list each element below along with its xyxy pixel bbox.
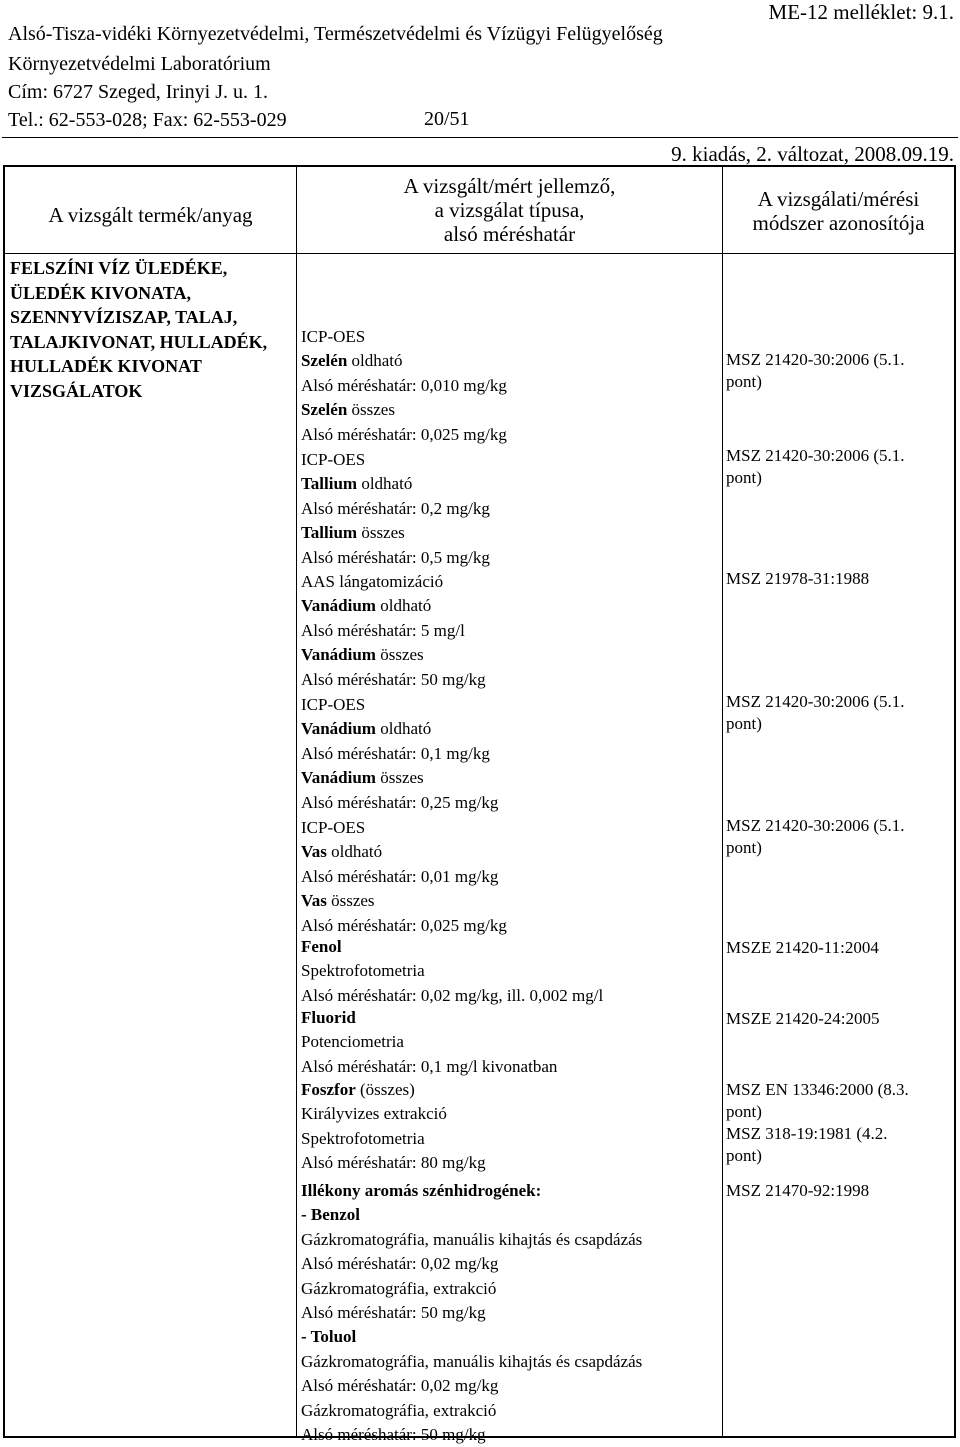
method-line — [301, 1127, 486, 1151]
col-header-product: A vizsgált termék/anyag — [48, 203, 253, 227]
standard-id — [726, 815, 905, 859]
standard-line: MSZ EN 13346:2000 (8.3. — [726, 1080, 909, 1099]
method-text: összes — [375, 768, 424, 788]
method-block — [301, 693, 498, 815]
analyte-name: Vanádium — [301, 596, 376, 616]
method-line — [301, 594, 486, 618]
method-line — [301, 325, 507, 349]
analyte-name: Tallium — [301, 523, 358, 543]
method-line — [301, 1179, 642, 1203]
method-line — [301, 1350, 642, 1374]
method-line — [301, 643, 486, 667]
standard-line: pont) — [726, 714, 762, 733]
method-text: oldható — [375, 719, 432, 739]
method-line — [301, 1374, 642, 1398]
org-name: Alsó-Tisza-vidéki Környezetvédelmi, Természetvédelmi és Vízügyi Felügyelőség — [8, 23, 663, 45]
method-text: oldható — [357, 474, 413, 494]
standard-line: pont) — [726, 1146, 762, 1165]
method-text: Alsó méréshatár: 0,25 mg/kg — [301, 792, 499, 812]
method-text: Gázkromatográfia, manuális kihajtás és csapdázás — [301, 1229, 643, 1249]
analyte-name: - Benzol — [301, 1205, 361, 1225]
method-text: Alsó méréshatár: 0,010 mg/kg — [301, 375, 507, 395]
method-text: (összes) — [355, 1080, 415, 1099]
standard-id — [726, 1008, 879, 1030]
standard-line: pont) — [726, 1102, 762, 1121]
method-line — [301, 1228, 642, 1252]
method-line — [301, 1006, 557, 1030]
method-block — [301, 1078, 486, 1176]
method-line — [301, 766, 498, 790]
method-text: Alsó méréshatár: 0,5 mg/kg — [301, 547, 490, 567]
method-text: összes — [326, 891, 375, 911]
standard-line: MSZ 21420-30:2006 (5.1. — [726, 816, 905, 835]
standard-line: MSZ 21420-30:2006 (5.1. — [726, 350, 905, 369]
analyte-name: Illékony aromás szénhidrogének: — [301, 1181, 542, 1200]
method-line — [301, 1151, 486, 1175]
method-line — [301, 398, 507, 422]
analyte-name: Vanádium — [301, 645, 376, 665]
method-text: Gázkromatográfia, manuális kihajtás és csapdázás — [301, 1351, 643, 1371]
standard-line: MSZ 318-19:1981 (4.2. — [726, 1124, 888, 1143]
analyte-name: Fenol — [301, 937, 342, 956]
method-text: összes — [375, 645, 424, 665]
header-row-divider — [5, 253, 954, 254]
analyte-name: Vanádium — [301, 719, 376, 739]
method-text: Alsó méréshatár: 0,02 mg/kg, ill. 0,002 mg/l — [301, 985, 604, 1005]
method-line — [301, 668, 486, 692]
method-text: összes — [347, 400, 395, 420]
analyte-name: Fluorid — [301, 1008, 356, 1027]
method-line — [301, 984, 603, 1008]
standard-line: pont) — [726, 838, 762, 857]
method-text: Spektrofotometria — [301, 1128, 425, 1148]
method-line — [301, 374, 507, 398]
method-line — [301, 889, 507, 913]
method-line — [301, 935, 603, 959]
standard-line: MSZ 21978-31:1988 — [726, 569, 870, 588]
accreditation-table — [3, 165, 956, 1444]
method-line — [301, 349, 507, 373]
method-line — [301, 1030, 557, 1054]
lab-name: Környezetvédelmi Laboratórium — [8, 53, 271, 75]
method-text: Gázkromatográfia, extrakció — [301, 1278, 497, 1298]
method-line — [301, 742, 498, 766]
method-line — [301, 546, 490, 570]
method-line — [301, 1325, 642, 1349]
method-text: Alsó méréshatár: 50 mg/kg — [301, 669, 486, 689]
method-line — [301, 1252, 642, 1276]
method-text: ICP-OES — [301, 695, 366, 714]
method-text: Gázkromatográfia, extrakció — [301, 1400, 497, 1420]
standard-id — [726, 349, 905, 393]
product-category: FELSZÍNI VÍZ ÜLEDÉKE, ÜLEDÉK KIVONATA, SZENNYVÍZISZAP, TALAJ, TALAJKIVONAT, HULLADÉK, HULLADÉK KIVONAT VIZSGÁLATOK — [10, 258, 268, 401]
method-block — [301, 448, 490, 570]
method-text: Alsó méréshatár: 50 mg/kg — [301, 1302, 486, 1322]
method-text: Potenciometria — [301, 1032, 404, 1052]
method-line — [301, 1301, 642, 1325]
method-text: Alsó méréshatár: 80 mg/kg — [301, 1153, 486, 1173]
analyte-name: Tallium — [301, 474, 358, 494]
analyte-name: Szelén — [301, 351, 348, 371]
analyte-name: Foszfor — [301, 1080, 356, 1099]
address: Cím: 6727 Szeged, Irinyi J. u. 1. — [8, 81, 268, 103]
method-line — [301, 816, 507, 840]
method-text: Alsó méréshatár: 0,02 mg/kg — [301, 1376, 499, 1396]
method-line — [301, 693, 498, 717]
method-line — [301, 791, 498, 815]
method-text: Alsó méréshatár: 0,1 mg/kg — [301, 743, 490, 763]
analyte-name: Vas — [301, 891, 327, 911]
method-block — [301, 570, 486, 692]
standard-id — [726, 1180, 869, 1202]
analyte-name: Vas — [301, 842, 327, 862]
standard-line: MSZE 21420-11:2004 — [726, 938, 879, 957]
method-text: ICP-OES — [301, 450, 366, 469]
method-block — [301, 816, 507, 938]
standard-id — [726, 691, 905, 735]
method-text: Alsó méréshatár: 0,025 mg/kg — [301, 424, 507, 444]
issue-version: 9. kiadás, 2. változat, 2008.09.19. — [671, 142, 954, 166]
method-block — [301, 1179, 642, 1447]
method-line — [301, 717, 498, 741]
method-line — [301, 472, 490, 496]
method-text: Alsó méréshatár: 5 mg/l — [301, 620, 465, 640]
col-header-characteristic: A vizsgált/mért jellemző, a vizsgálat típusa, alsó méréshatár — [403, 174, 616, 246]
method-text: Alsó méréshatár: 0,1 mg/l kivonatban — [301, 1056, 558, 1076]
method-block — [301, 1006, 557, 1079]
method-text: Alsó méréshatár: 0,01 mg/kg — [301, 866, 499, 886]
method-line — [301, 448, 490, 472]
analyte-name: Vanádium — [301, 768, 376, 788]
standard-id — [726, 937, 879, 959]
method-text: oldható — [347, 351, 403, 371]
method-text: Alsó méréshatár: 50 mg/kg — [301, 1424, 486, 1444]
method-line — [301, 1423, 642, 1447]
method-text: oldható — [326, 842, 383, 862]
standard-line: MSZ 21470-92:1998 — [726, 1181, 870, 1200]
method-text: ICP-OES — [301, 327, 366, 346]
method-text: Alsó méréshatár: 0,02 mg/kg — [301, 1254, 499, 1274]
phone-fax: Tel.: 62-553-028; Fax: 62-553-029 — [8, 109, 287, 131]
method-text: AAS lángatomizáció — [301, 572, 444, 591]
analyte-name: - Toluol — [301, 1327, 357, 1347]
method-block — [301, 935, 603, 1008]
method-line — [301, 1277, 642, 1301]
standard-line: MSZ 21420-30:2006 (5.1. — [726, 446, 905, 465]
col-header-method-id: A vizsgálati/mérési módszer azonosítója — [752, 187, 925, 235]
method-text: Királyvizes extrakció — [301, 1104, 447, 1124]
method-text: Alsó méréshatár: 0,025 mg/kg — [301, 915, 507, 935]
method-text: Alsó méréshatár: 0,2 mg/kg — [301, 498, 490, 518]
column-divider — [722, 167, 723, 1436]
header-rule — [2, 137, 958, 138]
method-text: összes — [357, 523, 405, 543]
method-line — [301, 423, 507, 447]
standard-line: pont) — [726, 372, 762, 391]
method-line — [301, 865, 507, 889]
method-line — [301, 1203, 642, 1227]
standard-line: pont) — [726, 468, 762, 487]
standard-line: MSZE 21420-24:2005 — [726, 1009, 880, 1028]
method-line — [301, 1102, 486, 1126]
method-line — [301, 570, 486, 594]
method-line — [301, 1399, 642, 1423]
standard-id — [726, 445, 905, 489]
standard-id — [726, 568, 869, 590]
analyte-name: Szelén — [301, 400, 348, 420]
method-line — [301, 1055, 557, 1079]
page-number: 20/51 — [424, 108, 470, 130]
method-line — [301, 497, 490, 521]
standard-id — [726, 1079, 909, 1167]
method-line — [301, 619, 486, 643]
method-line — [301, 840, 507, 864]
method-line — [301, 521, 490, 545]
method-text: ICP-OES — [301, 818, 366, 837]
method-line — [301, 1078, 486, 1102]
standard-line: MSZ 21420-30:2006 (5.1. — [726, 692, 905, 711]
method-block — [301, 325, 507, 447]
annex-label: ME-12 melléklet: 9.1. — [768, 0, 954, 24]
column-divider — [296, 167, 297, 1436]
method-text: Spektrofotometria — [301, 961, 425, 981]
method-text: oldható — [375, 596, 432, 616]
method-line — [301, 959, 603, 983]
